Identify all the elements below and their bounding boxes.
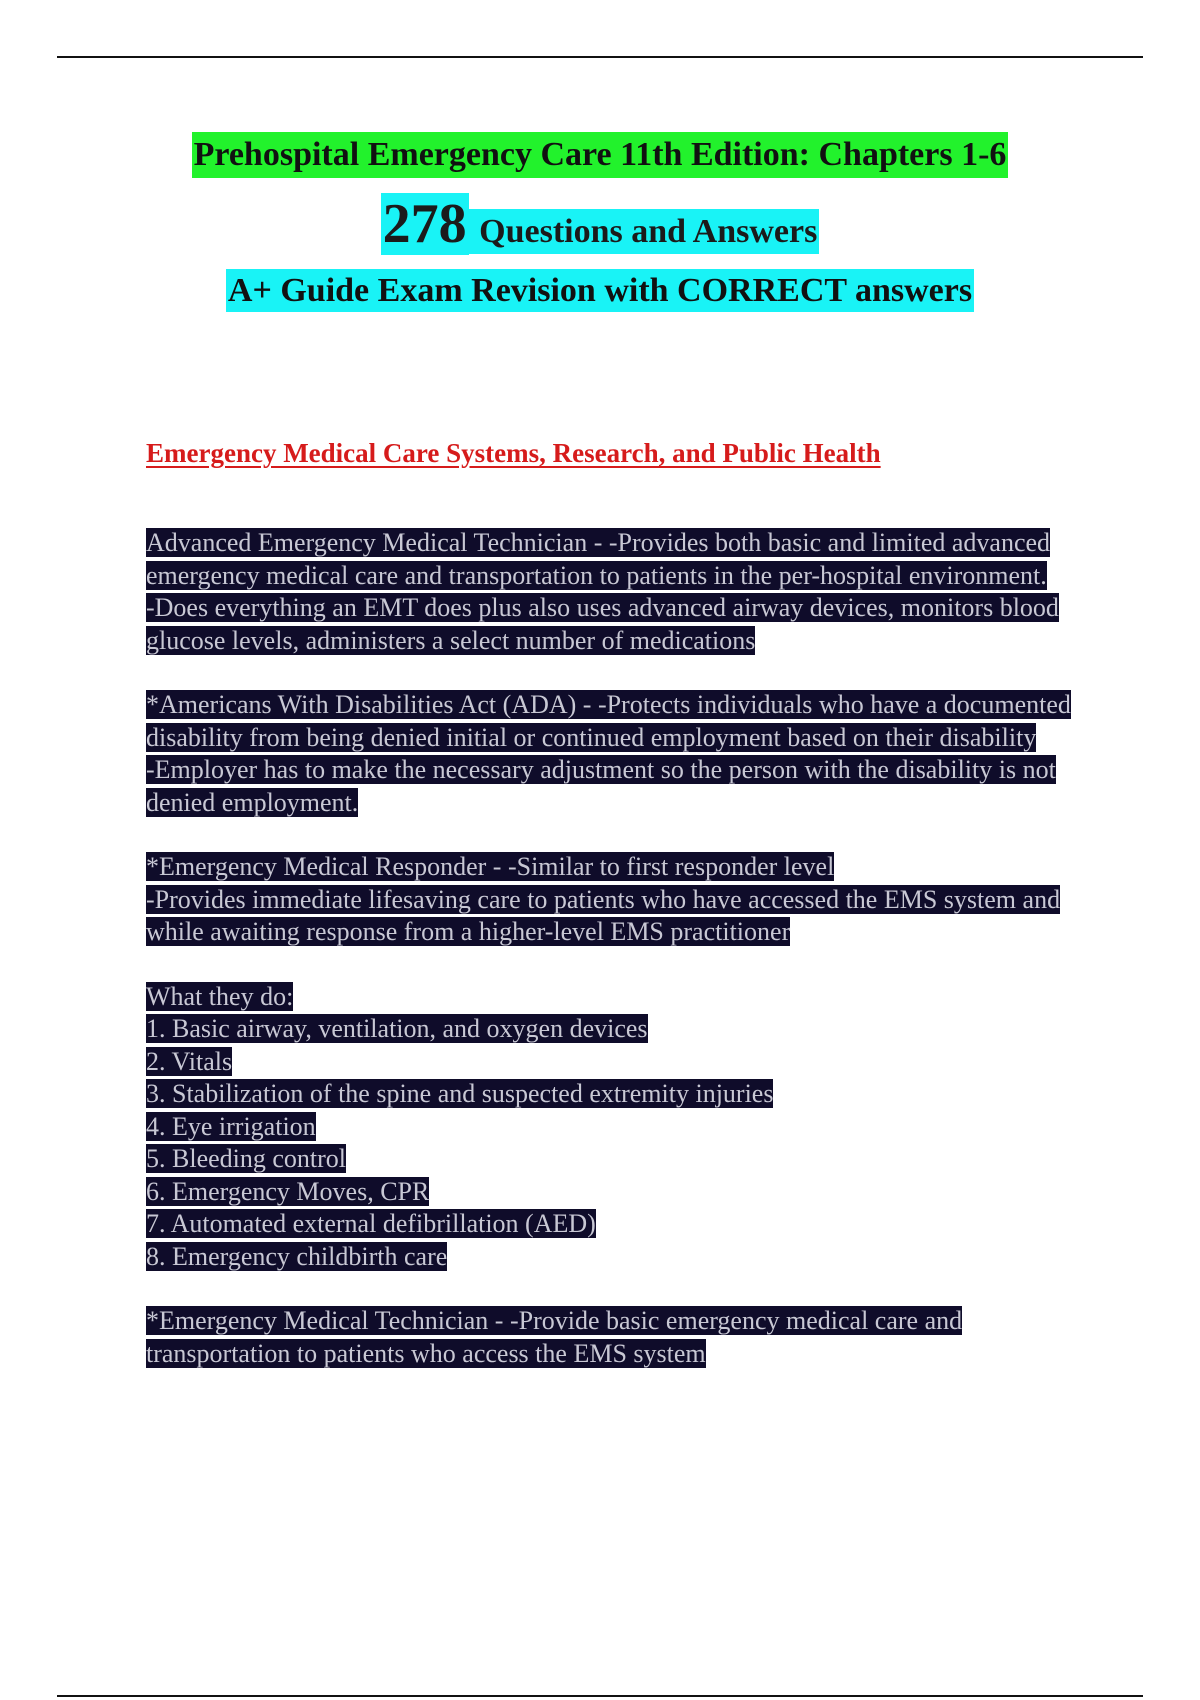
title-line-2 <box>0 193 1200 255</box>
qa-entry <box>146 527 1096 657</box>
list-item: 4. Eye irrigation <box>146 1111 316 1141</box>
entry-line: Advanced Emergency Medical Technician - -Provides both basic and limited advanced emergency medical care and transportation to patients in the per-hospital environment. <box>146 528 1051 590</box>
list-item: 6. Emergency Moves, CPR <box>146 1176 430 1206</box>
section-heading: Emergency Medical Care Systems, Research, and Public Health <box>146 438 881 468</box>
question-count: 278 <box>382 193 467 255</box>
questions-and-answers-label: Questions and Answers <box>469 209 820 254</box>
document-subtitle: A+ Guide Exam Revision with CORRECT answers <box>226 269 974 312</box>
top-rule <box>57 56 1143 58</box>
entry-line: *Emergency Medical Technician - -Provide basic emergency medical care and transportation to patients who access the EMS system <box>146 1306 963 1368</box>
entry-line: *Emergency Medical Responder - -Similar to first responder level <box>146 852 835 881</box>
qa-content <box>146 527 1096 1402</box>
title-line-1 <box>0 138 1200 172</box>
entry-line: -Employer has to make the necessary adjustment so the person with the disability is not denied employment. <box>146 755 1056 817</box>
qa-entry-list <box>146 981 1096 1274</box>
list-item: 2. Vitals <box>146 1046 233 1076</box>
list-item: 3. Stabilization of the spine and suspected extremity injuries <box>146 1079 774 1108</box>
title-block <box>0 138 1200 308</box>
qa-entry <box>146 689 1096 819</box>
document-title: Prehospital Emergency Care 11th Edition: Chapters 1-6 <box>192 132 1009 178</box>
qa-entry <box>146 851 1096 949</box>
list-item: 1. Basic airway, ventilation, and oxygen devices <box>146 1014 648 1043</box>
entry-line: *Americans With Disabilities Act (ADA) - -Protects individuals who have a documented disability from being denied initial or continued employment based on their disability <box>146 690 1071 752</box>
list-item: 8. Emergency childbirth care <box>146 1241 448 1271</box>
list-item: 5. Bleeding control <box>146 1144 347 1173</box>
title-line-3 <box>0 274 1200 308</box>
entry-line: -Provides immediate lifesaving care to patients who have accessed the EMS system and while awaiting response from a higher-level EMS practitioner <box>146 884 1061 946</box>
entry-line: -Does everything an EMT does plus also uses advanced airway devices, monitors blood glucose levels, administers a select number of medications <box>146 593 1059 655</box>
bottom-rule <box>57 1695 1143 1697</box>
list-heading: What they do: <box>146 981 294 1011</box>
qa-entry <box>146 1305 1096 1370</box>
list-item: 7. Automated external defibrillation (AED) <box>146 1209 596 1238</box>
